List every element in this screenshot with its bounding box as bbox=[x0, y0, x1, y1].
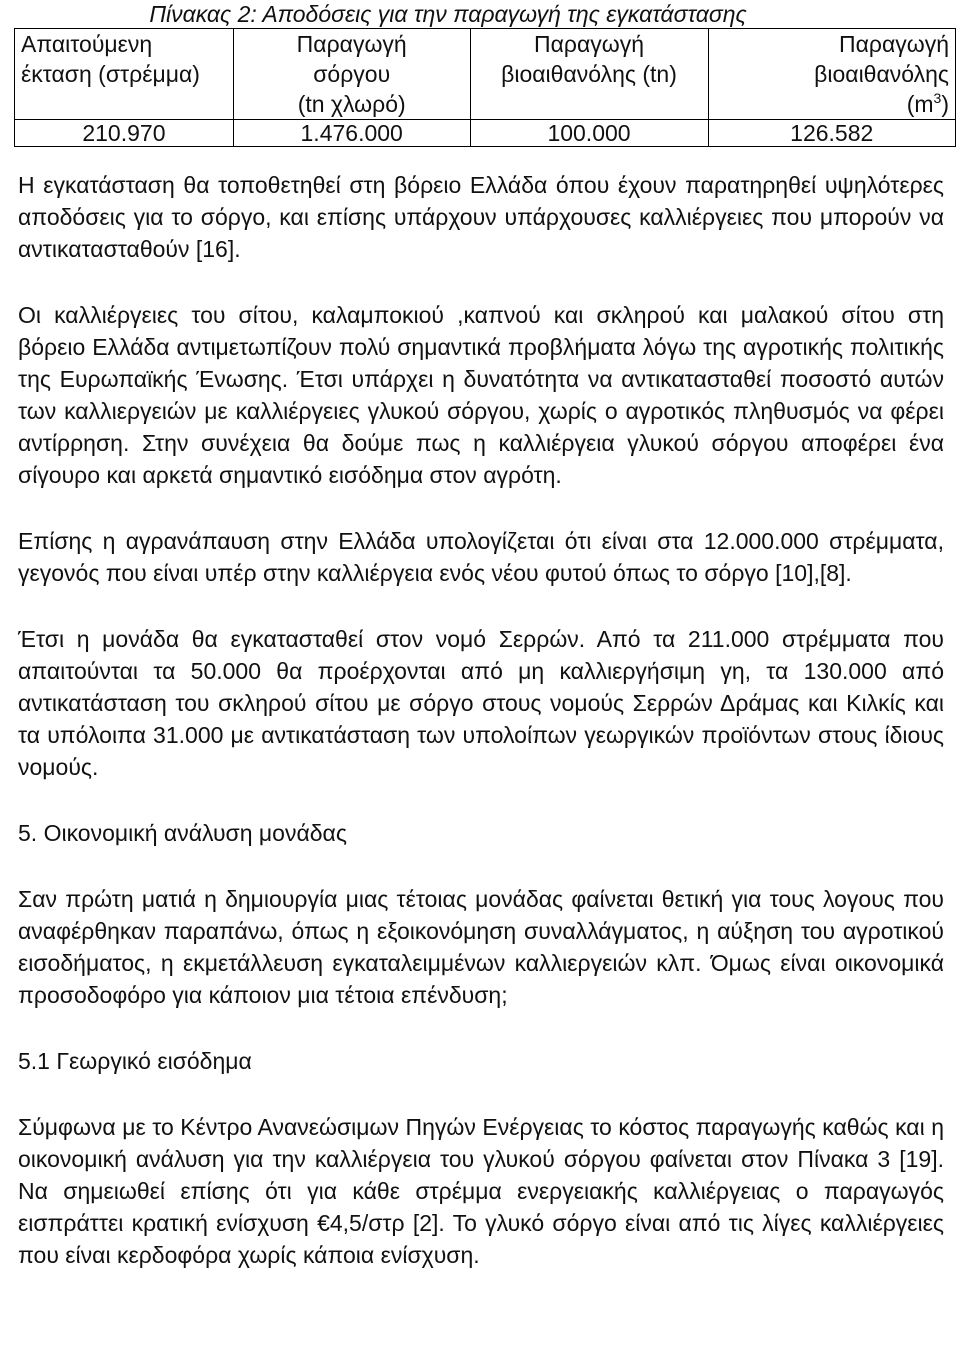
paragraph-location: Η εγκατάσταση θα τοποθετηθεί στη βόρειο Ελλάδα όπου έχουν παρατηρηθεί υψηλότερες αποδόσεις για το σόργο, και επίσης υπάρχουν υπάρχουσες καλλιέργειες που μπορούν να αντικατασταθούν [16]. bbox=[18, 172, 944, 262]
value-area: 210.970 bbox=[15, 120, 234, 147]
table-row bbox=[15, 120, 956, 147]
section-heading-agricultural-income: 5.1 Γεωργικό εισόδημα bbox=[18, 1048, 252, 1074]
header-sorghum-production: Παραγωγή σόργου (tn χλωρό) bbox=[233, 29, 470, 120]
value-bioethanol-m3: 126.582 bbox=[708, 120, 956, 147]
paragraph-serres: Έτσι η μονάδα θα εγκατασταθεί στον νομό Σερρών. Από τα 211.000 στρέμματα που απαιτούνται τα 50.000 θα προέρχονται από μη καλλιεργήσιμη γη, τα 130.000 από αντικατάσταση του σκληρού σίτου με σόργο στους νομούς Σερρών Δράμας και Κιλκίς και τα υπόλοιπα 31.000 με αντικατάσταση των υπολοίπων γεωργικών προϊόντων στους ίδιους νομούς. bbox=[18, 626, 944, 780]
header-bioethanol-m3: Παραγωγή βιοαιθανόλης $(m^3)$ bbox=[708, 29, 956, 120]
page-content bbox=[18, 0, 949, 1271]
value-sorghum: 1.476.000 bbox=[233, 120, 470, 147]
table-header-row bbox=[15, 29, 956, 120]
header-bioethanol-tn: Παραγωγή βιοαιθανόλης (tn) bbox=[470, 29, 708, 120]
table-caption: Πίνακας 2: Αποδόσεις για την παραγωγή της εγκατάστασης bbox=[149, 1, 747, 27]
paragraph-agricultural-income: Σύμφωνα με το Κέντρο Ανανεώσιμων Πηγών Ενέργειας το κόστος παραγωγής καθώς και η οικονομική ανάλυση για την καλλιέργεια του γλυκού σόργου φαίνεται στον Πίνακα 3 [19]. Να σημειωθεί επίσης ότι για κάθε στρέμμα ενεργειακής καλλιέργειας ο παραγωγός εισπράττει κρατική ενίσχυση €4,5/στρ [2]. Το γλυκό σόργο είναι από τις λίγες καλλιέργειες που είναι κερδοφόρα χωρίς κάποια ενίσχυση. bbox=[18, 1114, 944, 1268]
header-required-area: Απαιτούμενη έκταση (στρέμμα) bbox=[15, 29, 234, 120]
yields-table bbox=[14, 28, 956, 147]
paragraph-economic-analysis: Σαν πρώτη ματιά η δημιουργία μιας τέτοιας μονάδας φαίνεται θετική για τους λογους που αναφέρθηκαν παραπάνω, όπως η εξοικονόμηση συναλλάγματος, η αύξηση του αγροτικού εισοδήματος, η εκμετάλλευση εγκαταλειμμένων καλλιεργειών κλπ. Όμως είναι οικονομικά προσοδοφόρο για κάποιον μια τέτοια επένδυση; bbox=[18, 886, 944, 1008]
value-bioethanol-tn: 100.000 bbox=[470, 120, 708, 147]
paragraph-fallow: Επίσης η αγρανάπαυση στην Ελλάδα υπολογίζεται ότι είναι στα 12.000.000 στρέμματα, γεγονός που είναι υπέρ στην καλλιέργεια ενός νέου φυτού όπως το σόργο [10],[8]. bbox=[18, 528, 944, 586]
paragraph-crops: Οι καλλιέργειες του σίτου, καλαμποκιού ,καπνού και σκληρού και μαλακού σίτου στη βόρειο Ελλάδα αντιμετωπίζουν πολύ σημαντικά προβλήματα λόγω της αγροτικής πολιτικής της Ευρωπαϊκής Ένωσης. Έτσι υπάρχει η δυνατότητα να αντικατασταθεί ποσοστό αυτών των καλλιεργειών με καλλιέργειες γλυκού σόργου, χωρίς ο αγροτικός πληθυσμός να φέρει αντίρρηση. Στην συνέχεια θα δούμε πως η καλλιέργεια γλυκού σόργου αποφέρει ένα σίγουρο και αρκετά σημαντικό εισόδημα στον αγρότη. bbox=[18, 302, 944, 488]
section-heading-economic-analysis: 5. Οικονομική ανάλυση μονάδας bbox=[18, 820, 347, 846]
